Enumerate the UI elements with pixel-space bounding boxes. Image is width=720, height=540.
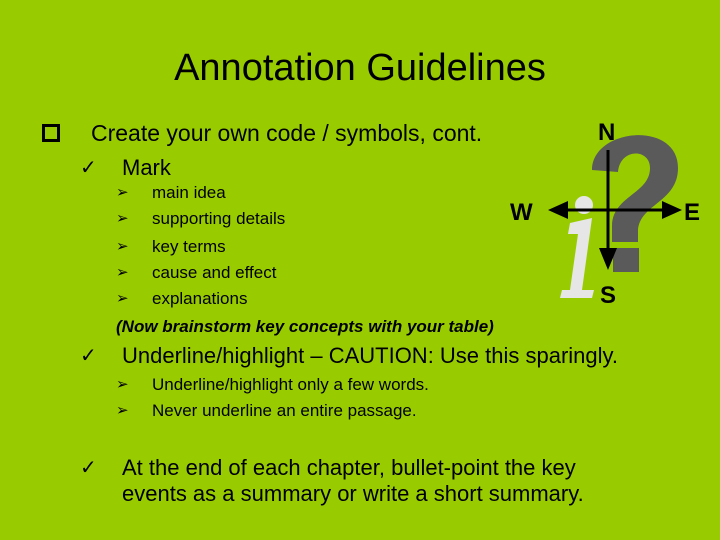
- mark-item-text: main idea: [152, 183, 226, 202]
- compass-n: N: [598, 119, 616, 146]
- arrow-bullet-icon: ➢: [116, 210, 129, 227]
- arrow-bullet-icon: ➢: [116, 184, 129, 201]
- mark-item-text: cause and effect: [152, 263, 277, 282]
- brainstorm-note: (Now brainstorm key concepts with your table): [116, 317, 494, 336]
- underline-label: Underline/highlight – CAUTION: Use this sparingly.: [122, 343, 619, 368]
- compass-question-info-icon: [500, 110, 720, 325]
- arrow-bullet-icon: ➢: [116, 402, 129, 419]
- mark-item-text: explanations: [152, 289, 248, 308]
- arrow-bullet-icon: ➢: [116, 238, 129, 255]
- arrow-bullet-icon: ➢: [116, 264, 129, 281]
- summary-line-1: At the end of each chapter, bullet-point the key: [122, 455, 576, 480]
- compass-e: E: [684, 199, 701, 226]
- check-icon: ✓: [80, 157, 97, 179]
- compass-s: S: [600, 282, 617, 309]
- main-bullet: [42, 118, 482, 148]
- check-icon: ✓: [80, 457, 97, 479]
- mark-label: Mark: [122, 155, 171, 180]
- main-bullet-text: Create your own code / symbols, cont.: [91, 120, 483, 146]
- arrow-bullet-icon: ➢: [116, 376, 129, 393]
- slide-title: Annotation Guidelines: [174, 47, 546, 89]
- compass-w: W: [510, 199, 533, 226]
- underline-item-text: Never underline an entire passage.: [152, 401, 417, 420]
- summary-line-2: events as a summary or write a short summary.: [122, 481, 584, 506]
- mark-item-text: key terms: [152, 237, 226, 256]
- mark-item-text: supporting details: [152, 209, 286, 228]
- arrow-bullet-icon: ➢: [116, 290, 129, 307]
- check-icon: ✓: [80, 345, 97, 367]
- square-bullet-icon: [42, 124, 60, 142]
- underline-item-text: Underline/highlight only a few words.: [152, 375, 429, 394]
